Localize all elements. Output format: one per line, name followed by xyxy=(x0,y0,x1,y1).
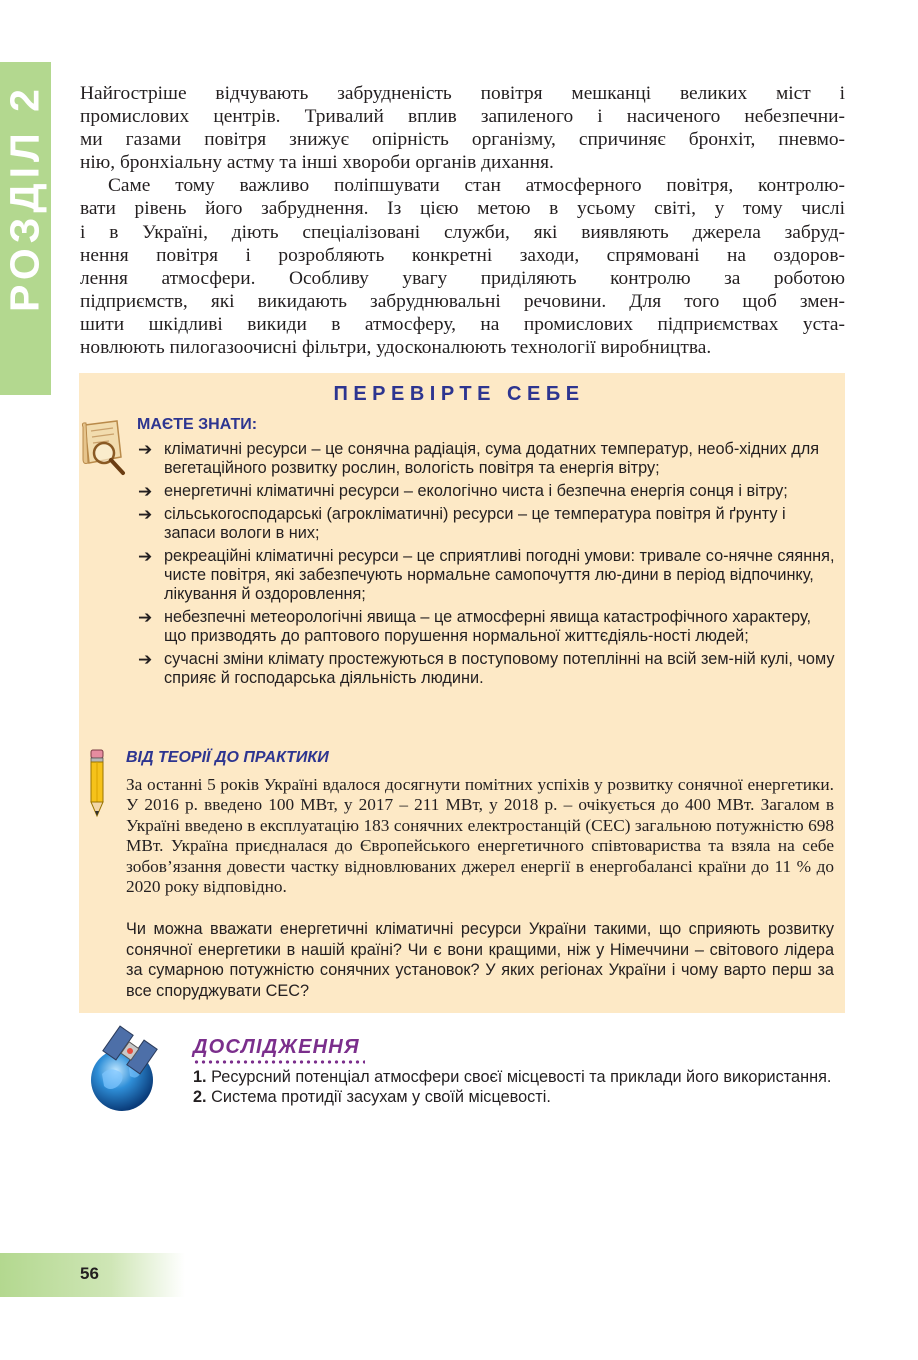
list-item xyxy=(138,608,835,647)
text-line: вати рівень його забруднення. Із цією метою в усьому світі, у тому числі xyxy=(80,198,845,220)
list-item-text: енергетичні кліматичні ресурси – екологічно чиста і безпечна енергія сонця і вітру; xyxy=(164,481,788,500)
practice-text xyxy=(126,775,834,897)
question-text xyxy=(126,919,834,1001)
text-line: нію, бронхіальну астму та інші хвороби органів дихання. xyxy=(80,152,554,174)
text-line: новлюють пилогазоочисні фільтри, удосконалюють технології виробництва. xyxy=(80,337,712,359)
list-item xyxy=(138,440,835,479)
arrow-right-icon: ➔ xyxy=(138,649,153,669)
text-line: нення повітря і розробляють конкретні заходи, спрямовані на оздоров- xyxy=(80,244,845,266)
list-item-text: сучасні зміни клімату простежуються в поступовому потеплінні на всій зем-ній кулі, чому сприяє й господарська діяльність людини. xyxy=(164,649,835,688)
text-line: і в Україні, діють спеціалізовані служби, які виявляють джерела забруд- xyxy=(80,221,845,243)
arrow-right-icon: ➔ xyxy=(138,546,153,566)
practice-heading: ВІД ТЕОРІЇ ДО ПРАКТИКИ xyxy=(126,749,329,766)
text-line: ми газами повітря знижує опірність організму, спричиняє бронхіт, пневмо- xyxy=(80,129,845,151)
text-line: Найгостріше відчувають забрудненість повітря мешканці великих міст і xyxy=(80,83,845,104)
main-text xyxy=(80,82,845,359)
list-item xyxy=(138,650,835,689)
list-item-text: сільськогосподарські (агрокліматичні) ресурси – це температура повітря й ґрунту і запаси вологи в них; xyxy=(164,504,786,542)
arrow-right-icon: ➔ xyxy=(138,440,153,459)
arrow-right-icon: ➔ xyxy=(138,481,153,501)
globe-satellite-icon xyxy=(80,1022,172,1114)
page-number: 56 xyxy=(80,1264,99,1283)
check-yourself-title: ПЕРЕВІРТЕ СЕБЕ xyxy=(333,383,585,405)
research-list xyxy=(193,1068,843,1108)
list-item-text: рекреаційні кліматичні ресурси – це сприятливі погодні умови: тривале со-нячне сяяння, чисте повітря, які забезпечують нормальне самопочуття лю-дини в період відпочинку, лікування й оздоровлення; xyxy=(164,546,835,604)
practice-paragraph: За останні 5 років Україні вдалося досягнути помітних успіхів у розвитку сонячної енергетики. У 2016 р. введено 100 МВт, у 2017 – 211 МВт, у 2018 р. – очікується до 400 МВт. Загалом в Україні введено в експлуатацію 183 сонячних електростанцій (СЕС) загальною потужністю 698 МВт. Україна приєдналася до Європейського енергетичного співтовариства та взяла на себе зобов’язання довести частку відновлюваних джерел енергії в енергобалансі країни до 11 % до 2020 року відповідно. xyxy=(126,775,834,897)
item-text: Система протидії засухам у своїй місцевості. xyxy=(211,1087,551,1106)
know-list xyxy=(138,440,835,692)
arrow-right-icon: ➔ xyxy=(138,504,153,524)
list-item xyxy=(138,505,835,544)
dotted-underline xyxy=(193,1060,365,1064)
list-item-text: небезпечні метеорологічні явища – це атмосферні явища катастрофічного характеру, що призводять до раптового порушення нормальної життєдіяль-ності людей; xyxy=(164,607,811,646)
question-paragraph: Чи можна вважати енергетичні кліматичні ресурси України такими, що сприяють розвитку сонячної енергетики в нашій країні? Чи є вони кращими, ніж у Німеччини – світового лідера за сумарною потужністю сонячних установок? У яких регіонах України і чому варто перш за все споруджувати СЕС? xyxy=(126,920,834,1000)
list-item xyxy=(138,547,835,605)
arrow-right-icon: ➔ xyxy=(138,607,153,627)
item-number: 2. xyxy=(193,1087,207,1106)
text-line: промислових центрів. Тривалий вплив запиленого і насиченого небезпечни- xyxy=(80,106,845,128)
know-heading: МАЄТЕ ЗНАТИ: xyxy=(137,416,258,433)
list-item-text: кліматичні ресурси – це сонячна радіація, сума додатних температур, необ-хідних для вегетаційного розвитку рослин, вологість повітря та енергія вітру; xyxy=(164,440,820,478)
item-number: 1. xyxy=(193,1068,207,1086)
text-line: підприємств, які викидають забруднювальні речовини. Для того щоб змен- xyxy=(80,290,845,312)
research-item xyxy=(193,1088,843,1108)
pencil-icon xyxy=(86,748,108,820)
text-line: Саме тому важливо поліпшувати стан атмосферного повітря, контролю- xyxy=(108,175,845,197)
research-item xyxy=(193,1068,843,1088)
text-line: лення атмосфери. Особливу увагу приділяють контролю за роботою xyxy=(80,267,845,289)
text-line: шити шкідливі викиди в атмосферу, на промислових підприємствах уста- xyxy=(80,313,845,335)
section-label: РОЗДІЛ 2 xyxy=(1,84,48,312)
item-text: Ресурсний потенціал атмосфери своєї місцевості та приклади його використання. xyxy=(211,1068,832,1086)
list-item xyxy=(138,482,835,501)
research-heading: ДОСЛІДЖЕННЯ xyxy=(193,1036,360,1058)
paragraph-2 xyxy=(80,174,845,359)
scroll-magnifier-icon xyxy=(79,417,129,477)
paragraph-1 xyxy=(80,82,845,174)
